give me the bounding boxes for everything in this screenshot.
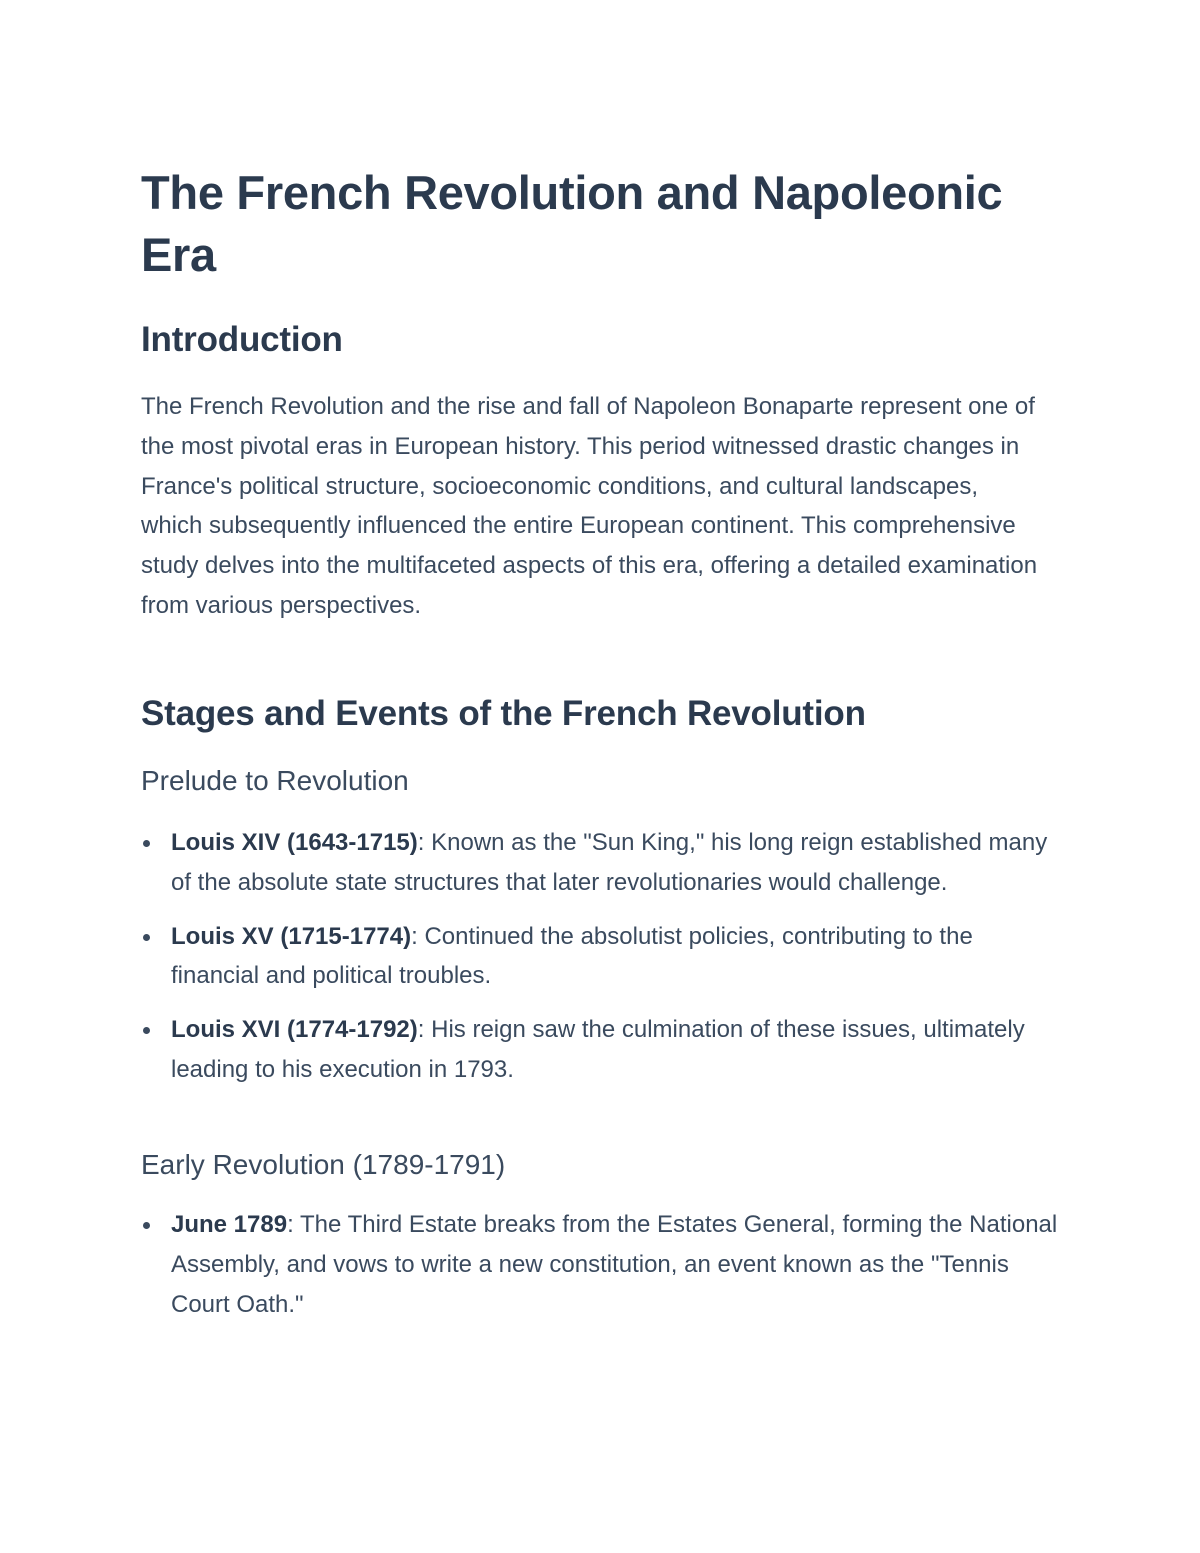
list-item-separator: : — [417, 1016, 425, 1044]
section-heading-stages: Stages and Events of the French Revolution — [141, 694, 866, 733]
early-revolution-list — [141, 1205, 1061, 1338]
list-item-term: Louis XV (1715-1774) — [171, 922, 412, 950]
list-item-text: Known as the "Sun King," his long reign established many of the absolute state structures that later revolutionaries would challenge. — [171, 829, 1048, 896]
bullet-icon — [143, 1222, 150, 1229]
list-item-text: Continued the absolutist policies, contributing to the financial and political troubles. — [171, 922, 973, 990]
subsection-heading-early-revolution: Early Revolution (1789-1791) — [141, 1149, 506, 1180]
list-item-text: The Third Estate breaks from the Estates General, forming the National Assembly, and vows to write a new constitution, an event known as the "Tennis Court Oath." — [171, 1211, 1058, 1318]
list-item-term: Louis XVI (1774-1792) — [171, 1016, 418, 1044]
list-item — [141, 1010, 1061, 1090]
bullet-icon — [143, 840, 150, 847]
bullet-icon — [143, 934, 150, 941]
list-item-separator: : — [411, 922, 418, 950]
document-title: The French Revolution and Napoleonic Era — [141, 166, 1003, 281]
list-item — [141, 917, 1061, 997]
list-item-separator: : — [287, 1211, 294, 1238]
list-item-term: June 1789 — [171, 1211, 288, 1238]
list-item-separator: : — [417, 829, 425, 856]
list-item — [141, 823, 1061, 903]
bullet-icon — [143, 1027, 150, 1034]
list-item-text: His reign saw the culmination of these issues, ultimately leading to his execution in 1793. — [171, 1016, 1025, 1083]
introduction-paragraph: The French Revolution and the rise and fall of Napoleon Bonaparte represent one of the most pivotal eras in European history. This period witnessed drastic changes in France's political structure, socioeconomic conditions, and cultural landscapes, which subsequently influenced the entire European continent. This comprehensive study delves into the multifaceted aspects of this era, offering a detailed examination from various perspectives. — [141, 393, 1038, 619]
list-item-term: Louis XIV (1643-1715) — [171, 829, 418, 856]
prelude-list — [141, 823, 1061, 1104]
subsection-heading-prelude: Prelude to Revolution — [141, 765, 409, 796]
list-item — [141, 1205, 1061, 1324]
section-heading-introduction: Introduction — [141, 320, 343, 359]
